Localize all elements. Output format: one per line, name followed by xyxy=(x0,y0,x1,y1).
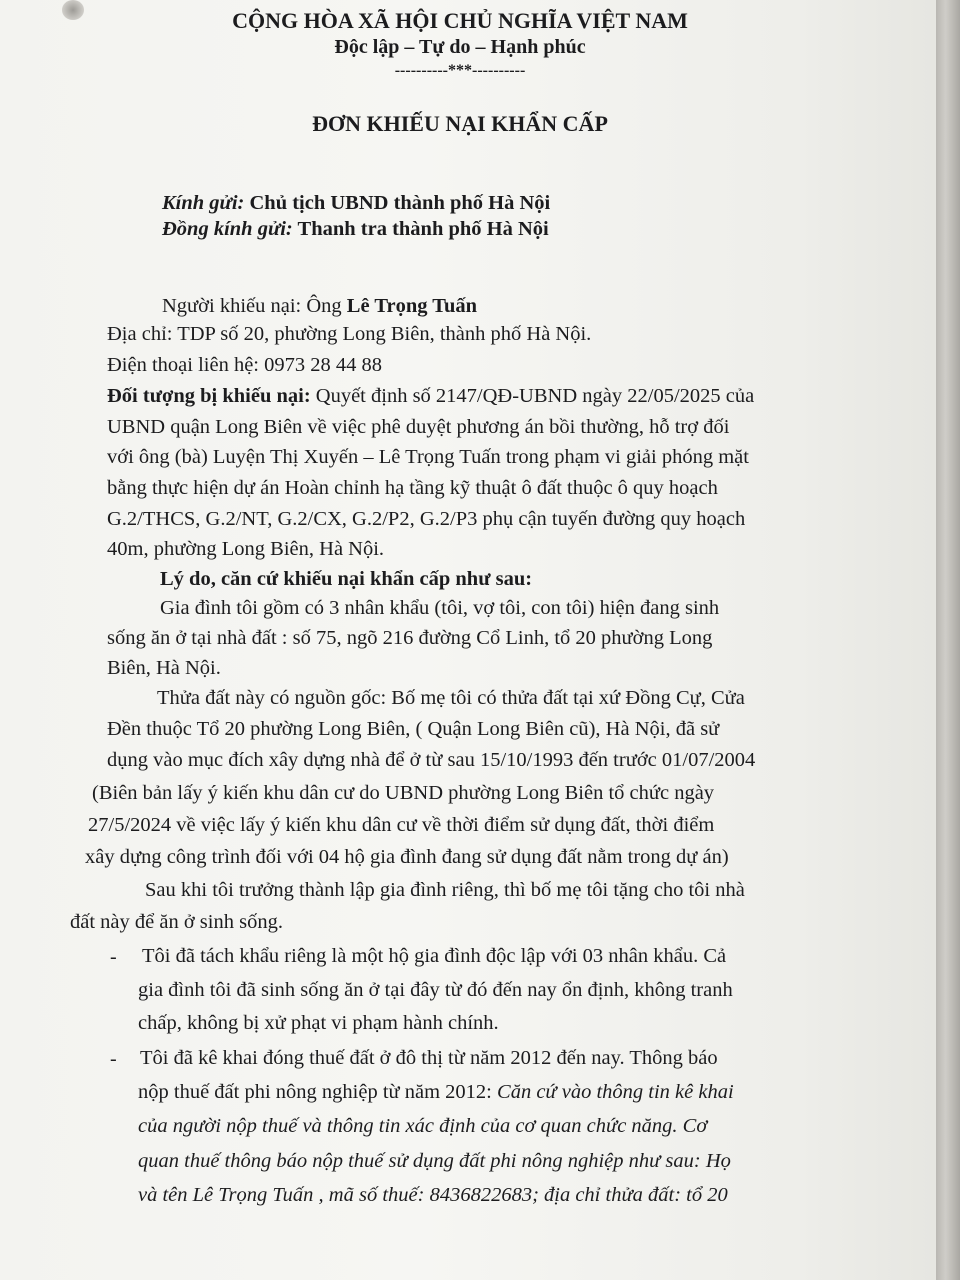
recipient-line xyxy=(162,193,550,214)
cc-value: Thanh tra thành phố Hà Nội xyxy=(292,218,549,240)
bullet2-line-1: Tôi đã kê khai đóng thuế đất ở đô thị từ năm 2012 đến nay. Thông báo xyxy=(140,1047,718,1069)
complainant-line xyxy=(162,296,477,317)
para1-line-1: Gia đình tôi gồm có 3 nhân khẩu (tôi, vợ tôi, con tôi) hiện đang sinh xyxy=(160,597,720,619)
motto: Độc lập – Tự do – Hạnh phúc xyxy=(334,36,586,58)
para2-line-6: xây dựng công trình đối với 04 hộ gia đình đang sử dụng đất nằm trong dự án) xyxy=(85,846,729,868)
bullet2-line-2 xyxy=(138,1082,734,1103)
recipient-value: Chủ tịch UBND thành phố Hà Nội xyxy=(244,192,551,214)
subject-line-4: bằng thực hiện dự án Hoàn chỉnh hạ tầng kỹ thuật ô đất thuộc ô quy hoạch xyxy=(107,477,718,499)
bullet2-italic-text-1: Căn cứ vào thông tin kê khai xyxy=(497,1081,734,1103)
subject-line-6: 40m, phường Long Biên, Hà Nội. xyxy=(107,538,385,560)
bullet1-line-1: Tôi đã tách khẩu riêng là một hộ gia đình độc lập với 03 nhân khẩu. Cả xyxy=(142,945,727,967)
page-stack-edge xyxy=(936,0,960,1280)
complainant-name: Lê Trọng Tuấn xyxy=(346,295,478,317)
para2-line-5: 27/5/2024 về việc lấy ý kiến khu dân cư về thời điểm sử dụng đất, thời điểm xyxy=(88,814,715,836)
complainant-label: Người khiếu nại: Ông xyxy=(162,295,347,317)
bullet2-line-3: của người nộp thuế và thông tin xác định của cơ quan chức năng. Cơ xyxy=(138,1115,708,1137)
para3-line-2: đất này để ăn ở sinh sống. xyxy=(70,911,283,933)
separator: ----------***---------- xyxy=(394,62,526,79)
cc-line xyxy=(162,219,549,240)
bullet-dash-2: - xyxy=(110,1048,117,1070)
para2-line-2: Đền thuộc Tổ 20 phường Long Biên, ( Quận Long Biên cũ), Hà Nội, đã sử xyxy=(107,718,720,740)
subject-line-1 xyxy=(107,386,754,407)
para2-line-1: Thửa đất này có nguồn gốc: Bố mẹ tôi có thửa đất tại xứ Đồng Cự, Cửa xyxy=(157,687,745,709)
cc-label: Đồng kính gửi: xyxy=(162,218,293,240)
document-title: ĐƠN KHIẾU NẠI KHẨN CẤP xyxy=(312,111,608,136)
subject-line-5: G.2/THCS, G.2/NT, G.2/CX, G.2/P2, G.2/P3 phụ cận tuyến đường quy hoạch xyxy=(107,508,746,530)
para2-line-4: (Biên bản lấy ý kiến khu dân cư do UBND phường Long Biên tổ chức ngày xyxy=(92,782,715,804)
bullet2-line-5: và tên Lê Trọng Tuấn , mã số thuế: 8436822683; địa chỉ thửa đất: tổ 20 xyxy=(138,1184,728,1206)
bullet1-line-3: chấp, không bị xử phạt vi phạm hành chính. xyxy=(138,1012,499,1034)
bullet1-line-2: gia đình tôi đã sinh sống ăn ở tại đây từ đó đến nay ổn định, không tranh xyxy=(138,979,733,1001)
subject-text-1: Quyết định số 2147/QĐ-UBND ngày 22/05/2025 của xyxy=(310,385,755,407)
phone-line: Điện thoại liên hệ: 0973 28 44 88 xyxy=(107,354,382,376)
subject-label: Đối tượng bị khiếu nại: xyxy=(107,385,311,407)
bullet2-line-4: quan thuế thông báo nộp thuế sử dụng đất phi nông nghiệp như sau: Họ xyxy=(138,1150,731,1172)
para3-line-1: Sau khi tôi trưởng thành lập gia đình riêng, thì bố mẹ tôi tặng cho tôi nhà xyxy=(145,879,745,901)
bullet2-plain-text: nộp thuế đất phi nông nghiệp từ năm 2012: xyxy=(138,1081,498,1103)
country-heading: CỘNG HÒA XÃ HỘI CHỦ NGHĨA VIỆT NAM xyxy=(232,8,688,33)
para1-line-2: sống ăn ở tại nhà đất : số 75, ngõ 216 đường Cổ Linh, tổ 20 phường Long xyxy=(107,627,713,649)
subject-line-2: UBND quận Long Biên về việc phê duyệt phương án bồi thường, hỗ trợ đối xyxy=(107,416,730,438)
reason-heading: Lý do, căn cứ khiếu nại khẩn cấp như sau: xyxy=(160,568,533,590)
address-line: Địa chỉ: TDP số 20, phường Long Biên, thành phố Hà Nội. xyxy=(107,323,592,345)
subject-line-3: với ông (bà) Luyện Thị Xuyến – Lê Trọng Tuấn trong phạm vi giải phóng mặt xyxy=(107,446,749,468)
recipient-label: Kính gửi: xyxy=(162,192,245,214)
para1-line-3: Biên, Hà Nội. xyxy=(107,657,221,679)
para2-line-3: dụng vào mục đích xây dựng nhà để ở từ sau 15/10/1993 đến trước 01/07/2004 xyxy=(107,749,756,771)
bullet-dash-1: - xyxy=(110,946,117,968)
